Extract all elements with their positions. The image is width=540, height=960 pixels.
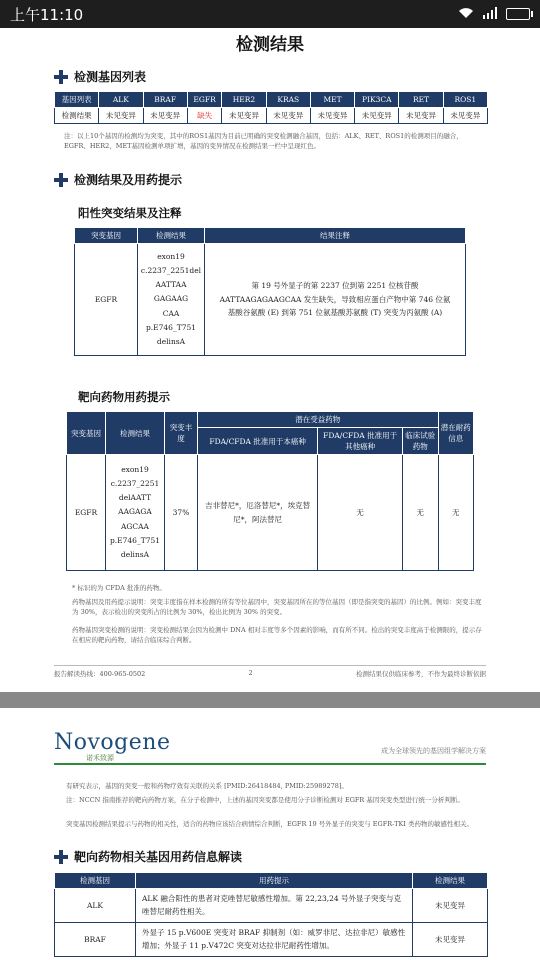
footer-page-number: 2 xyxy=(248,669,253,677)
section-title: 靶向药物相关基因用药信息解读 xyxy=(74,850,243,864)
result-line: AATTAA xyxy=(155,280,187,290)
gene-list-table xyxy=(54,91,488,124)
section-drug-info xyxy=(54,848,242,865)
table-header-cell: 突变丰度 xyxy=(165,412,198,455)
table-row xyxy=(55,108,488,124)
status-time: 上午11:10 xyxy=(10,5,84,24)
table-row xyxy=(67,455,474,571)
table-cell: 未见变异 xyxy=(266,108,310,124)
table-header-cell: ALK xyxy=(99,92,143,108)
table-cell: 未见变异 xyxy=(222,108,266,124)
table-cell: 37% xyxy=(165,455,198,571)
table-header-cell: MET xyxy=(310,92,354,108)
table-header-cell: FDA/CFDA 批准用于本癌种 xyxy=(198,428,318,455)
table-cell: 未见变异 xyxy=(355,108,399,124)
table-row xyxy=(55,923,488,957)
table-cell: 未见变异 xyxy=(143,108,187,124)
note-detection: 药物基因突变检测的说明：突变检测结果会因为检测中 DNA 相对丰度等多个因素的影响，而有所不同。检出的突变丰度高于检测限的，提示存在相应的靶向药物，请结合临床综合判断。 xyxy=(72,626,482,644)
table-header-row xyxy=(55,873,488,889)
table-cell: 未见变异 xyxy=(310,108,354,124)
novogene-logo: Novogene xyxy=(54,730,171,755)
subsection-drug: 靶向药物用药提示 xyxy=(78,390,170,404)
table-cell: 未见变异 xyxy=(443,108,487,124)
nccn-text: 注：NCCN 指南推荐的靶向药物方案，在分子检测中，上述的基因突变都是使用分子诊断检测对 EGFR 基因突变类型进行统一分析判断。 xyxy=(66,796,464,804)
table-header-row xyxy=(67,412,474,428)
section-title: 检测基因列表 xyxy=(74,70,147,84)
table-header-cell: EGFR xyxy=(187,92,222,108)
table-cell: EGFR xyxy=(75,244,138,356)
drug-info-table xyxy=(54,872,488,957)
battery-icon xyxy=(506,8,530,20)
table-cell: 吉非替尼*，厄洛替尼*，埃克替尼*，阿法替尼 xyxy=(198,455,318,571)
result-line: delinsA xyxy=(156,337,186,347)
header-divider xyxy=(54,763,486,765)
header-slogan: 成为全球领先的基因组学解决方案 xyxy=(381,747,486,755)
result-line: p.E746_T751 xyxy=(145,322,197,332)
result-line: p.E746_T751 xyxy=(109,535,161,545)
table-header-cell: FDA/CFDA 批准用于其他癌种 xyxy=(318,428,403,455)
table-header-cell: 结果注释 xyxy=(205,228,466,244)
table-header-cell: 突变基因 xyxy=(75,228,138,244)
footer-hotline: 报告解读热线：400-965-0502 xyxy=(54,670,146,678)
table-cell: BRAF xyxy=(55,923,136,957)
table-row xyxy=(55,889,488,923)
note-cfda: * 标识的为 CFDA 批准的药物。 xyxy=(72,584,166,592)
table-header-cell: 潜在耐药信息 xyxy=(438,412,474,455)
table-header-cell: KRAS xyxy=(266,92,310,108)
report-page-1[interactable] xyxy=(0,28,540,692)
table-header-cell: HER2 xyxy=(222,92,266,108)
table-header-cell: BRAF xyxy=(143,92,187,108)
result-line: exon19 xyxy=(157,251,185,261)
table-cell-positive: 缺失 xyxy=(187,108,222,124)
table-cell: ALK xyxy=(55,889,136,923)
mutation-result-cell xyxy=(138,244,205,356)
page-footer xyxy=(54,665,486,678)
result-line: delAATT xyxy=(118,493,152,503)
drug-table xyxy=(66,411,474,571)
table-cell: 无 xyxy=(318,455,403,571)
result-line: c.2237_2251 xyxy=(110,478,160,488)
result-line: AGCAA xyxy=(121,521,149,531)
result-line: c.2237_2251del xyxy=(140,265,202,275)
table-header-cell: ROS1 xyxy=(443,92,487,108)
table-row xyxy=(75,244,466,356)
table-header-cell: 检测结果 xyxy=(106,412,165,455)
result-line: exon19 xyxy=(121,464,149,474)
table-cell: 外显子 15 p.V600E 突变对 BRAF 抑制剂（如：威罗非尼、达拉非尼）敏感性增加；外显子 11 p.V472C 突变对达拉非尼耐药性增加。 xyxy=(136,923,413,957)
table-header-row xyxy=(55,92,488,108)
mutation-table xyxy=(74,227,466,356)
table-cell: 未见变异 xyxy=(399,108,443,124)
page-title: 检测结果 xyxy=(236,35,304,55)
gene-list-note: 注：以上10个基因的检测均为突变，其中的ROS1基因为目前已明确的突变检测融合基因，包括：ALK、RET、ROS1的检测项目的融合，EGFR、HER2、MET基因检测单项扩增，基因的变异情况在检测结果一栏中呈现红色。 xyxy=(64,132,463,150)
wifi-icon xyxy=(458,5,474,23)
section-results xyxy=(54,171,182,188)
table-header-cell: 检测结果 xyxy=(138,228,205,244)
footer-disclaimer: 检测结果仅供临床参考，不作为最终诊断依据 xyxy=(355,670,486,678)
table-header-cell: 基因列表 xyxy=(55,92,99,108)
table-header-cell: 检测结果 xyxy=(413,873,488,889)
section-title: 检测结果及用药提示 xyxy=(74,173,183,187)
table-cell: 未见变异 xyxy=(413,923,488,957)
table-cell: 未见变异 xyxy=(99,108,143,124)
plus-icon xyxy=(54,70,68,84)
mutation-note-cell: 第 19 号外显子的第 2237 位到第 2251 位核苷酸 AATTAAGAGAAGCAA 发生缺失，导致相应蛋白产物中第 746 位氨基酸谷氨酸 (E) 到第 751 位氨基酸苏氨酸 (T) 突变为丙氨酸 (A) xyxy=(205,244,466,356)
result-line: delinsA xyxy=(120,550,150,560)
table-header-cell: 检测基因 xyxy=(55,873,136,889)
table-header-cell: 临床试验药物 xyxy=(403,428,438,455)
drug-result-cell xyxy=(106,455,165,571)
signal-icon xyxy=(482,5,498,23)
table-cell: 无 xyxy=(438,455,474,571)
table-header-cell: PIK3CA xyxy=(355,92,399,108)
table-cell: EGFR xyxy=(67,455,106,571)
logo-subtitle: 诺禾致源 xyxy=(86,754,114,762)
result-line: GAGAAG xyxy=(153,294,189,304)
table-cell: 未见变异 xyxy=(413,889,488,923)
table-cell: 检测结果 xyxy=(55,108,99,124)
table-header-cell: 突变基因 xyxy=(67,412,106,455)
note-frequency: 药物基因及用药提示说明：突变丰度指在样本检测的所有等位基因中，突变基因所在的等位基因（即是指突变的基因）的比例。例如：突变丰度为 30%，表示检出的突变所占的比例为 30%，检出比例为 30% 的突变。 xyxy=(72,598,482,616)
status-bar xyxy=(0,0,540,28)
table-cell: ALK 融合阳性的患者对克唑替尼敏感性增加。第 22,23,24 号外显子突变与克唑替尼耐药性相关。 xyxy=(136,889,413,923)
reference-text: 有研究表示，基因的突变一般和药物疗效有关联的关系 [PMID:26418484, PMID:25989278]。 xyxy=(66,782,348,790)
table-header-cell: 用药提示 xyxy=(136,873,413,889)
result-line: AAGAGA xyxy=(118,507,152,517)
result-line: CAA xyxy=(162,308,180,318)
table-header-group: 潜在受益药物 xyxy=(198,412,439,428)
sensitivity-text: 突变基因检测结果提示与药物的相关性，适合的药物应该结合病情综合判断，EGFR 19 号外显子的突变与 EGFR-TKI 类药物的敏感性相关。 xyxy=(66,820,473,828)
status-icons xyxy=(458,5,530,23)
table-header-row xyxy=(75,228,466,244)
report-page-2[interactable] xyxy=(0,708,540,960)
section-gene-list xyxy=(54,68,146,85)
subsection-mutation: 阳性突变结果及注释 xyxy=(78,206,182,220)
plus-icon xyxy=(54,173,68,187)
table-header-cell: RET xyxy=(399,92,443,108)
table-cell: 无 xyxy=(403,455,438,571)
plus-icon xyxy=(54,850,68,864)
